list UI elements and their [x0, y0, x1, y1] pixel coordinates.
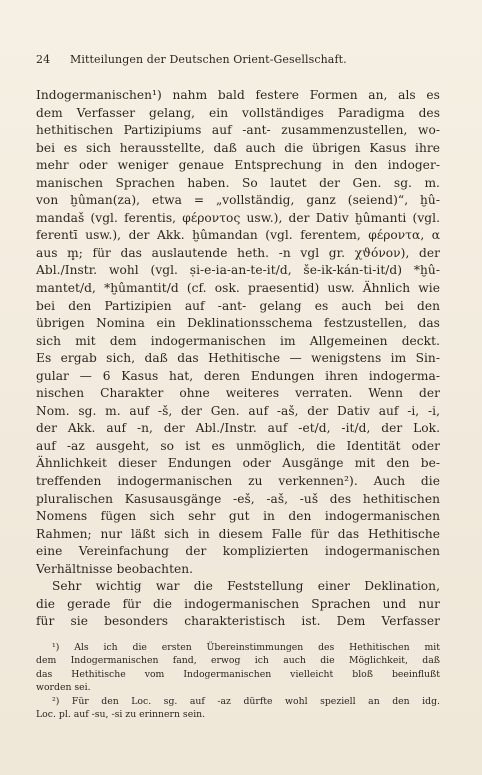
- body-text: [36, 87, 440, 631]
- footnote-line: das Hethitische vom Indogermanischen vielleicht bloß beeinflußt: [36, 668, 440, 680]
- text-line: Abl./Instr. wohl (vgl. ṣi-e-ia-an-te-it/d, še-ik-kán-ti-it/d) *ḫû-: [36, 263, 440, 278]
- text-line: Ähnlichkeit dieser Endungen oder Ausgänge mit den be-: [36, 456, 440, 471]
- text-line: bei es sich herausstellte, daß auch die übrigen Kasus ihre: [36, 140, 440, 155]
- running-head: Mitteilungen der Deutschen Orient-Gesellschaft.: [70, 53, 347, 66]
- footnote-line: worden sei.: [36, 682, 91, 694]
- text-line: pluralischen Kasusausgänge -eš, -aš, -uš des hethitischen: [36, 491, 440, 506]
- page-header: [36, 53, 440, 69]
- text-line: Nom. sg. m. auf -š, der Gen. auf -aš, der Dativ auf -i, -i,: [36, 403, 440, 418]
- footnotes: [36, 641, 440, 721]
- text-line: sich mit dem indogermanischen im Allgemeinen deckt.: [36, 333, 440, 348]
- footnote-line: ²) Für den Loc. sg. auf -az dürfte wohl speziell an den idg.: [52, 695, 440, 707]
- text-line: von ḫûman(za), etwa = „vollständig, ganz (seiend)“, ḫû-: [36, 193, 440, 208]
- text-line: hethitischen Partizipiums auf -ant- zusammenzustellen, wo-: [36, 123, 440, 138]
- text-line: Indogermanischen¹) nahm bald festere Formen an, als es: [36, 88, 440, 102]
- text-line: treffenden indogermanischen zu verkennen²). Auch die: [36, 474, 440, 489]
- text-line: Sehr wichtig war die Feststellung einer Deklination,: [52, 579, 440, 594]
- text-line: übrigen Nomina ein Deklinationsschema festzustellen, das: [36, 316, 440, 331]
- text-line: Es ergab sich, daß das Hethitische — wenigstens im Sin-: [36, 351, 440, 366]
- footnote-line: dem Indogermanischen fand, erwog ich auch die Möglichkeit, daß: [36, 655, 440, 667]
- text-line: bei den Partizipien auf -ant- gelang es auch bei den: [36, 298, 440, 313]
- footnote-line: ¹) Als ich die ersten Übereinstimmungen des Hethitischen mit: [52, 642, 440, 653]
- text-line: Verhältnisse beobachten.: [36, 561, 194, 576]
- text-line: aus m̥; für das auslautende heth. -n vgl gr. χϑόνον), der: [36, 245, 440, 260]
- text-line: nischen Charakter ohne weiteres verraten. Wenn der: [36, 386, 440, 401]
- text-line: der Akk. auf -n, der Abl./Instr. auf -et/d, -it/d, der Lok.: [36, 421, 440, 436]
- text-line: gular — 6 Kasus hat, deren Endungen ihren indogerma-: [36, 368, 440, 383]
- text-line: ferentī usw.), der Akk. ḫûmandan (vgl. ferentem, φέροντα, α: [36, 228, 440, 243]
- text-line: für sie besonders charakteristisch ist. Dem Verfasser: [36, 614, 440, 629]
- text-line: auf -az ausgeht, so ist es unmöglich, die Identität oder: [36, 438, 440, 453]
- text-line: eine Vereinfachung der komplizierten indogermanischen: [36, 544, 440, 559]
- text-line: die gerade für die indogermanischen Sprachen und nur: [36, 596, 440, 611]
- text-line: mandaš (vgl. ferentis, φέροντος usw.), der Dativ ḫûmanti (vgl.: [36, 210, 440, 225]
- text-line: mehr oder weniger genaue Entsprechung in den indoger-: [36, 158, 440, 173]
- text-line: mantet/d, *ḫûmantit/d (cf. osk. praesentid) usw. Ähnlich wie: [36, 281, 440, 296]
- text-line: dem Verfasser gelang, ein vollständiges Paradigma des: [36, 105, 440, 120]
- text-line: manischen Sprachen haben. So lautet der Gen. sg. m.: [36, 175, 440, 190]
- page-number: 24: [36, 53, 51, 66]
- footnote-line: Loc. pl. auf -su, -si zu erinnern sein.: [36, 708, 206, 720]
- text-line: Rahmen; nur läßt sich in diesem Falle für das Hethitische: [36, 526, 440, 541]
- text-line: Nomens fügen sich sehr gut in den indogermanischen: [36, 509, 440, 524]
